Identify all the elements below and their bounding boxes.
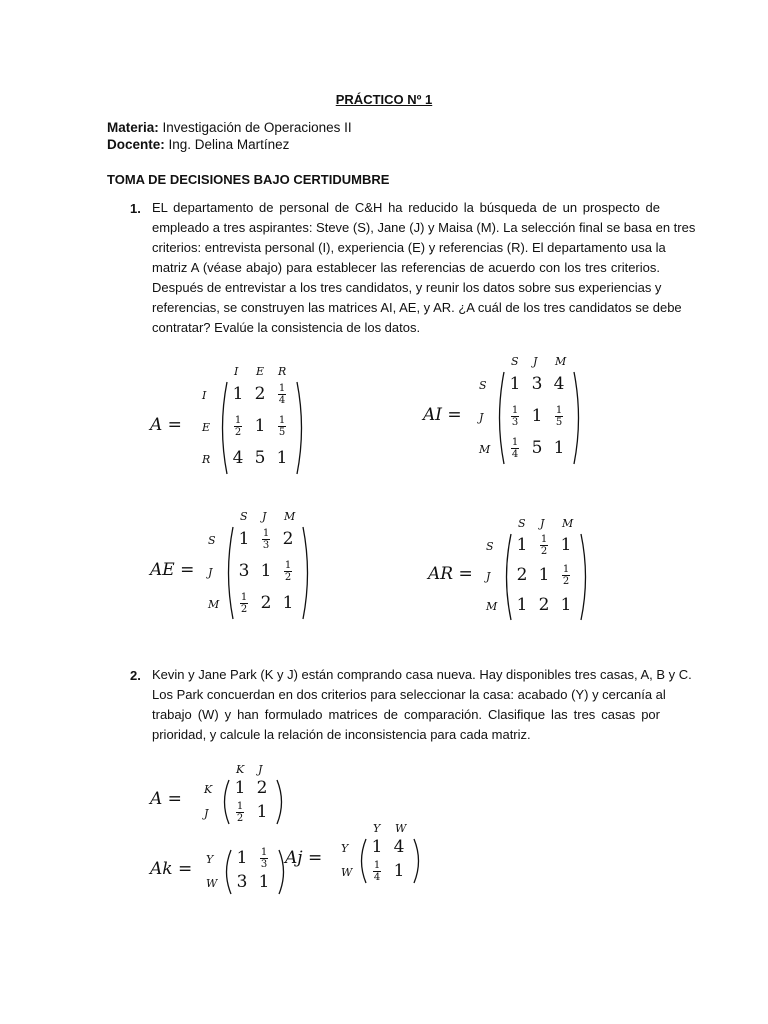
fraction-numerator: 1 — [278, 415, 286, 426]
left-paren — [357, 838, 367, 889]
matrix-cell-fraction — [239, 592, 249, 615]
docente-line — [107, 137, 289, 152]
matrix-cell: 1 — [258, 872, 270, 892]
problem2-line: Los Park concuerdan en dos criterios para seleccionar la casa: acabado (Y) y cercanía al — [152, 687, 666, 702]
problem2-text — [152, 665, 692, 745]
matrix-cell: 1 — [238, 529, 250, 549]
problem1-line: empleado a tres aspirantes: Steve (S), Jane (J) y Maisa (M). La selección final se basa en tres — [152, 220, 696, 235]
fraction-denominator: 2 — [562, 576, 570, 587]
left-paren — [218, 381, 228, 480]
column-label: K — [236, 763, 245, 776]
matrix-cell: 1 — [236, 848, 248, 868]
problem1-text — [152, 198, 696, 338]
problem2-number: 2. — [130, 668, 141, 683]
matrix-cell-fraction — [554, 405, 564, 428]
matrix-cell-fraction — [277, 383, 287, 406]
column-label: S — [518, 517, 526, 530]
fraction-numerator: 1 — [511, 437, 519, 448]
matrix-cell: 4 — [232, 448, 244, 468]
matrix-cell: 1 — [553, 438, 565, 458]
matrix-cell: 4 — [553, 374, 565, 394]
fraction-numerator: 1 — [284, 560, 292, 571]
fraction-denominator: 2 — [540, 546, 548, 557]
matrix-cell: 1 — [282, 593, 294, 613]
matrix-cell-fraction — [277, 415, 287, 438]
docente-label: Docente: — [107, 137, 165, 152]
matrix-cell: 1 — [276, 448, 288, 468]
column-label: S — [240, 510, 248, 523]
matrix-cell-fraction — [372, 860, 382, 883]
fraction-numerator: 1 — [236, 801, 244, 812]
materia-label: Materia: — [107, 120, 159, 135]
fraction-numerator: 1 — [260, 847, 268, 858]
matrix-cell: 2 — [516, 565, 528, 585]
matrix-cell: 2 — [256, 778, 268, 798]
column-label: S — [511, 355, 519, 368]
matrix-cell: 1 — [234, 778, 246, 798]
problem1-line: referencias, se construyen las matrices AI, AE, y AR. ¿A cuál de los tres candidatos se debe — [152, 300, 682, 315]
row-label: S — [479, 379, 487, 392]
row-label: M — [486, 600, 498, 613]
row-label: J — [208, 566, 213, 579]
fraction-denominator: 2 — [240, 604, 248, 615]
matrix-cell-fraction — [510, 405, 520, 428]
fraction-denominator: 3 — [511, 417, 519, 428]
fraction-denominator: 4 — [511, 449, 519, 460]
matrix-cell: 4 — [393, 837, 405, 857]
matrix-cell: 1 — [538, 565, 550, 585]
matrix-cell: 1 — [560, 535, 572, 555]
column-label: I — [234, 365, 239, 378]
column-label: M — [555, 355, 567, 368]
right-paren — [302, 526, 312, 625]
matrix-cell: 1 — [256, 802, 268, 822]
page-title: PRÁCTICO Nº 1 — [335, 92, 433, 107]
column-label: E — [256, 365, 265, 378]
row-label: Y — [206, 853, 214, 866]
fraction-numerator: 1 — [555, 405, 563, 416]
right-paren — [413, 838, 423, 889]
matrix-cell: 2 — [254, 384, 266, 404]
problem1-line: Después de entrevistar a los tres candidatos, y reunir los datos sobre sus experiencias y — [152, 280, 662, 295]
row-label: K — [204, 783, 213, 796]
matrix-cell-fraction — [510, 437, 520, 460]
column-label: Y — [373, 822, 381, 835]
matrix-name: Ak = — [150, 859, 193, 879]
matrix-cell: 1 — [260, 561, 272, 581]
matrix-name: AR = — [428, 564, 473, 584]
problem2-line: prioridad, y calcule la relación de inconsistencia para cada matriz. — [152, 727, 531, 742]
fraction-numerator: 1 — [511, 405, 519, 416]
fraction-denominator: 2 — [234, 427, 242, 438]
matrix-name: AE = — [150, 560, 195, 580]
row-label: I — [202, 389, 207, 402]
right-paren — [580, 533, 590, 626]
matrix-cell-fraction — [261, 528, 271, 551]
docente-value: Ing. Delina Martínez — [168, 137, 290, 152]
problem1-line: matriz A (véase abajo) para establecer las referencias de acuerdo con los tres criterios. — [152, 260, 660, 275]
left-paren — [220, 779, 230, 830]
fraction-numerator: 1 — [234, 415, 242, 426]
matrix-cell: 5 — [254, 448, 266, 468]
matrix-cell-fraction — [539, 534, 549, 557]
matrix-name: Aj = — [285, 848, 323, 868]
problem2-line: trabajo (W) y han formulado matrices de comparación. Clasifique las tres casas por — [152, 707, 660, 722]
left-paren — [502, 533, 512, 626]
matrix-cell-fraction — [235, 801, 245, 824]
matrix-cell: 1 — [393, 861, 405, 881]
fraction-denominator: 5 — [555, 417, 563, 428]
matrix-cell: 1 — [509, 374, 521, 394]
column-label: J — [533, 355, 538, 368]
fraction-denominator: 2 — [284, 572, 292, 583]
materia-value: Investigación de Operaciones II — [162, 120, 352, 135]
matrix-cell: 1 — [560, 595, 572, 615]
matrix-cell: 2 — [260, 593, 272, 613]
problem2-line: Kevin y Jane Park (K y J) están comprando casa nueva. Hay disponibles tres casas, A, B y C. — [152, 667, 692, 682]
matrix-cell: 1 — [531, 406, 543, 426]
matrix-cell: 1 — [232, 384, 244, 404]
matrix-name: AI = — [423, 405, 462, 425]
problem1-line: contratar? Evalúe la consistencia de los datos. — [152, 320, 421, 335]
matrix-cell: 1 — [516, 595, 528, 615]
row-label: M — [208, 598, 220, 611]
row-label: J — [486, 570, 491, 583]
matrix-cell: 3 — [238, 561, 250, 581]
matrix-cell: 2 — [538, 595, 550, 615]
matrix-name: A = — [150, 415, 182, 435]
matrix-name: A = — [150, 789, 182, 809]
column-label: M — [562, 517, 574, 530]
right-paren — [296, 381, 306, 480]
matrix-cell: 3 — [236, 872, 248, 892]
matrix-cell: 2 — [282, 529, 294, 549]
row-label: J — [204, 807, 209, 820]
fraction-numerator: 1 — [562, 564, 570, 575]
column-label: W — [395, 822, 407, 835]
column-label: M — [284, 510, 296, 523]
right-paren — [276, 779, 286, 830]
fraction-denominator: 2 — [236, 813, 244, 824]
fraction-numerator: 1 — [240, 592, 248, 603]
row-label: R — [202, 453, 211, 466]
matrix-cell-fraction — [283, 560, 293, 583]
matrix-cell-fraction — [233, 415, 243, 438]
row-label: S — [486, 540, 494, 553]
fraction-denominator: 4 — [278, 395, 286, 406]
problem1-number: 1. — [130, 201, 141, 216]
problem1-line: EL departamento de personal de C&H ha reducido la búsqueda de un prospecto de — [152, 200, 660, 215]
section-title: TOMA DE DECISIONES BAJO CERTIDUMBRE — [107, 172, 390, 187]
fraction-denominator: 5 — [278, 427, 286, 438]
matrix-cell-fraction — [259, 847, 269, 870]
row-label: M — [479, 443, 491, 456]
matrix-cell: 1 — [516, 535, 528, 555]
fraction-numerator: 1 — [262, 528, 270, 539]
fraction-denominator: 3 — [262, 540, 270, 551]
matrix-cell-fraction — [561, 564, 571, 587]
row-label: W — [206, 877, 218, 890]
matrix-cell: 1 — [371, 837, 383, 857]
left-paren — [222, 849, 232, 900]
row-label: W — [341, 866, 353, 879]
fraction-numerator: 1 — [278, 383, 286, 394]
materia-line — [107, 120, 352, 135]
column-label: J — [540, 517, 545, 530]
left-paren — [224, 526, 234, 625]
problem1-line: criterios: entrevista personal (I), experiencia (E) y referencias (R). El departamento usa la — [152, 240, 666, 255]
fraction-numerator: 1 — [540, 534, 548, 545]
matrix-cell: 1 — [254, 416, 266, 436]
fraction-denominator: 3 — [260, 859, 268, 870]
fraction-numerator: 1 — [373, 860, 381, 871]
row-label: S — [208, 534, 216, 547]
matrix-cell: 5 — [531, 438, 543, 458]
left-paren — [495, 371, 505, 470]
fraction-denominator: 4 — [373, 872, 381, 883]
column-label: J — [258, 763, 263, 776]
row-label: J — [479, 411, 484, 424]
row-label: E — [202, 421, 211, 434]
right-paren — [573, 371, 583, 470]
matrix-cell: 3 — [531, 374, 543, 394]
column-label: R — [278, 365, 287, 378]
row-label: Y — [341, 842, 349, 855]
column-label: J — [262, 510, 267, 523]
